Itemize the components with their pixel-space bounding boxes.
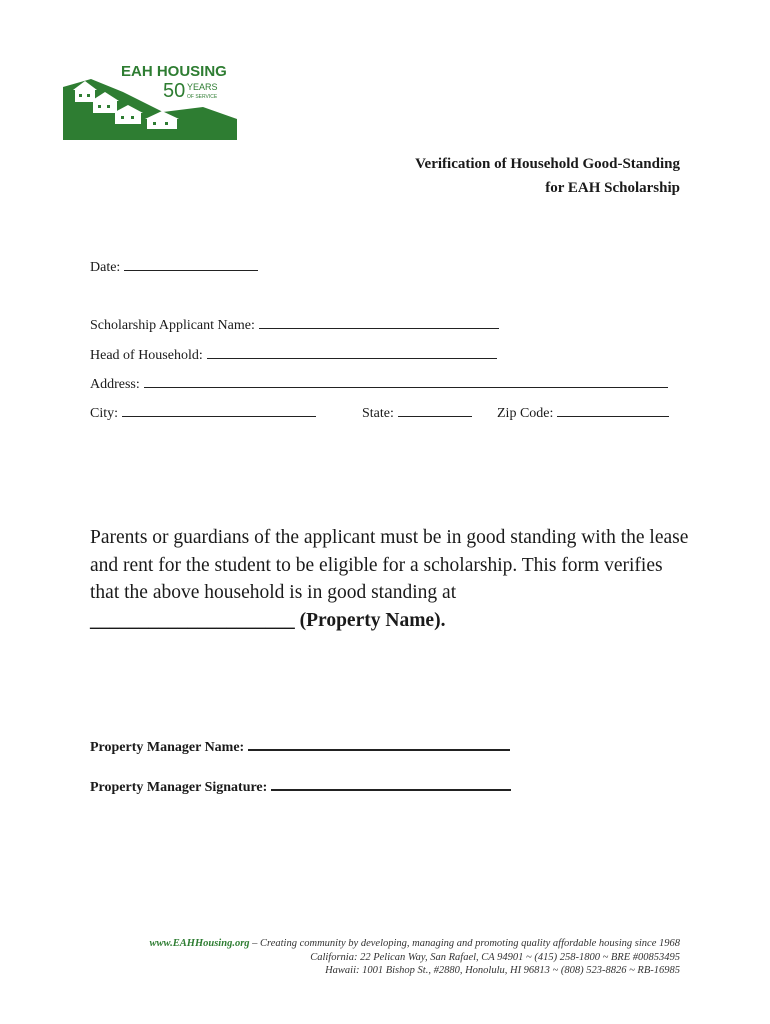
head-of-household-field[interactable] xyxy=(90,345,497,364)
logo-brand-text: EAH HOUSING xyxy=(121,63,227,80)
property-name-label: (Property Name). xyxy=(299,609,446,631)
logo-service-text: OF SERVICE xyxy=(187,94,218,100)
footer-line1 xyxy=(150,937,680,951)
applicant-name-field[interactable] xyxy=(90,315,499,334)
head-of-household-blank-line[interactable] xyxy=(207,345,497,359)
date-label: Date: xyxy=(90,260,121,275)
property-manager-name-field[interactable] xyxy=(90,736,510,756)
state-blank-line[interactable] xyxy=(398,403,472,417)
zip-code-field[interactable] xyxy=(497,403,669,422)
website-link[interactable]: www.EAHHousing.org xyxy=(149,938,250,949)
address-label: Address: xyxy=(90,377,140,392)
footer-california-address: California: 22 Pelican Way, San Rafael, CA 94901 ~ (415) 258-1800 ~ BRE #00853495 xyxy=(310,951,680,963)
city-field[interactable] xyxy=(90,403,316,422)
eah-housing-logo xyxy=(63,57,237,140)
state-label: State: xyxy=(362,406,394,421)
property-manager-signature-blank-line[interactable] xyxy=(271,776,511,791)
form-title xyxy=(415,152,680,200)
property-manager-name-label: Property Manager Name: xyxy=(90,740,245,755)
city-blank-line[interactable] xyxy=(122,403,316,417)
footer xyxy=(150,937,680,978)
date-field[interactable] xyxy=(90,257,258,276)
applicant-name-blank-line[interactable] xyxy=(259,315,499,329)
property-name-blank[interactable]: _____________________ xyxy=(90,609,295,631)
logo-years-text: YEARS xyxy=(187,82,218,92)
zip-code-blank-line[interactable] xyxy=(557,403,669,417)
form-title-line1: Verification of Household Good-Standing xyxy=(415,156,680,172)
city-label: City: xyxy=(90,406,119,421)
property-manager-name-blank-line[interactable] xyxy=(248,736,510,751)
zip-code-label: Zip Code: xyxy=(497,406,554,421)
state-field[interactable] xyxy=(362,403,472,422)
form-title-line2: for EAH Scholarship xyxy=(545,180,680,196)
address-field[interactable] xyxy=(90,374,668,393)
footer-tagline: – Creating community by developing, managing and promoting quality affordable housing since 1968 xyxy=(249,938,680,949)
property-manager-signature-label: Property Manager Signature: xyxy=(90,780,268,795)
head-of-household-label: Head of Household: xyxy=(90,348,203,363)
applicant-name-label: Scholarship Applicant Name: xyxy=(90,318,255,333)
property-manager-signature-field[interactable] xyxy=(90,776,511,796)
date-blank-line[interactable] xyxy=(124,257,258,271)
footer-hawaii-address: Hawaii: 1001 Bishop St., #2880, Honolulu, HI 96813 ~ (808) 523-8826 ~ RB-16985 xyxy=(325,965,680,976)
logo-number-text: 50 xyxy=(163,80,186,102)
eligibility-paragraph xyxy=(90,524,690,634)
address-blank-line[interactable] xyxy=(144,374,668,388)
eligibility-text: Parents or guardians of the applicant must be in good standing with the lease and rent for the student to be eligible for a scholarship. This form verifies that the above household is in good standing at xyxy=(90,527,689,603)
